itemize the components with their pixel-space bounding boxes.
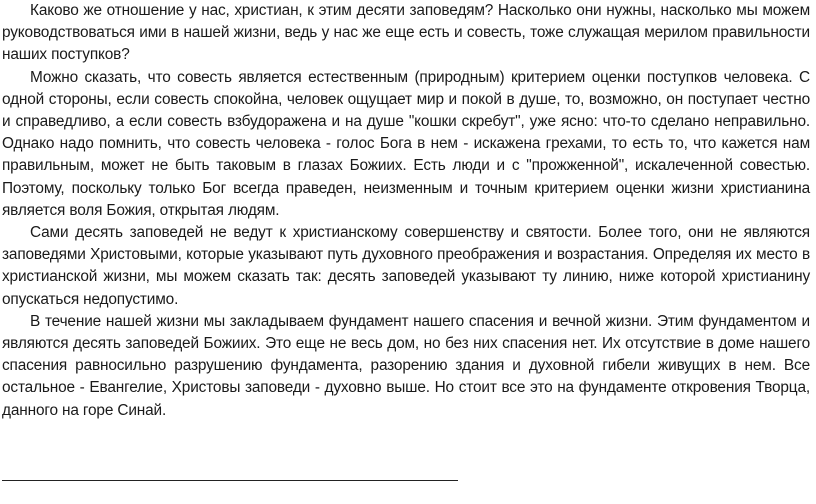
paragraph-commandments-line: Сами десять заповедей не ведут к христианскому совершенству и святости. Более того, они не являются заповедями Христовыми, которые указывают путь духовного преображения и возрастания. Определяя их место в христианской жизни, мы можем сказать так: десять заповедей указывают ту линию, ниже которой христианину опускаться недопустимо. bbox=[2, 224, 810, 308]
paragraph-conscience-criterion: Можно сказать, что совесть является естественным (природным) критерием оценки поступков человека. С одной стороны, если совесть спокойна, человек ощущает мир и покой в душе, то, возможно, он поступает честно и справедливо, а если совесть взбудоражена и на душе "кошки скребут", уже ясно: что-то сделано неправильно. Однако надо помнить, что совесть человека - голос Бога в нем - искажена грехами, то есть то, что кажется нам правильным, может не быть таковым в глазах Божиих. Есть люди и с "прожженной", искалеченной совестью. Поэтому, поскольку только Бог всегда праведен, неизменным и точным критерием оценки жизни христианина является воля Божия, открытая людям. bbox=[2, 68, 810, 219]
paragraph-foundation-of-salvation: В течение нашей жизни мы закладываем фундамент нашего спасения и вечной жизни. Этим фундаментом и являются десять заповедей Божиих. Это еще не весь дом, но без них спасения нет. Их отсутствие в доме нашего спасения равносильно разрушению фундамента, разорению здания и духовной гибели живущих в нем. Все остальное - Евангелие, Христовы заповеди - духовно выше. Но стоит все это на фундаменте откровения Творца, данного на горе Синай. bbox=[2, 312, 810, 419]
paragraph-conscience-question: Каково же отношение у нас, христиан, к этим десяти заповедям? Насколько они нужны, насколько мы можем руководствоваться ими в нашей жизни, ведь у нас же еще есть и совесть, тоже служащая мерилом правильности наших поступков? bbox=[2, 2, 810, 64]
footnote-separator-line bbox=[2, 480, 458, 481]
